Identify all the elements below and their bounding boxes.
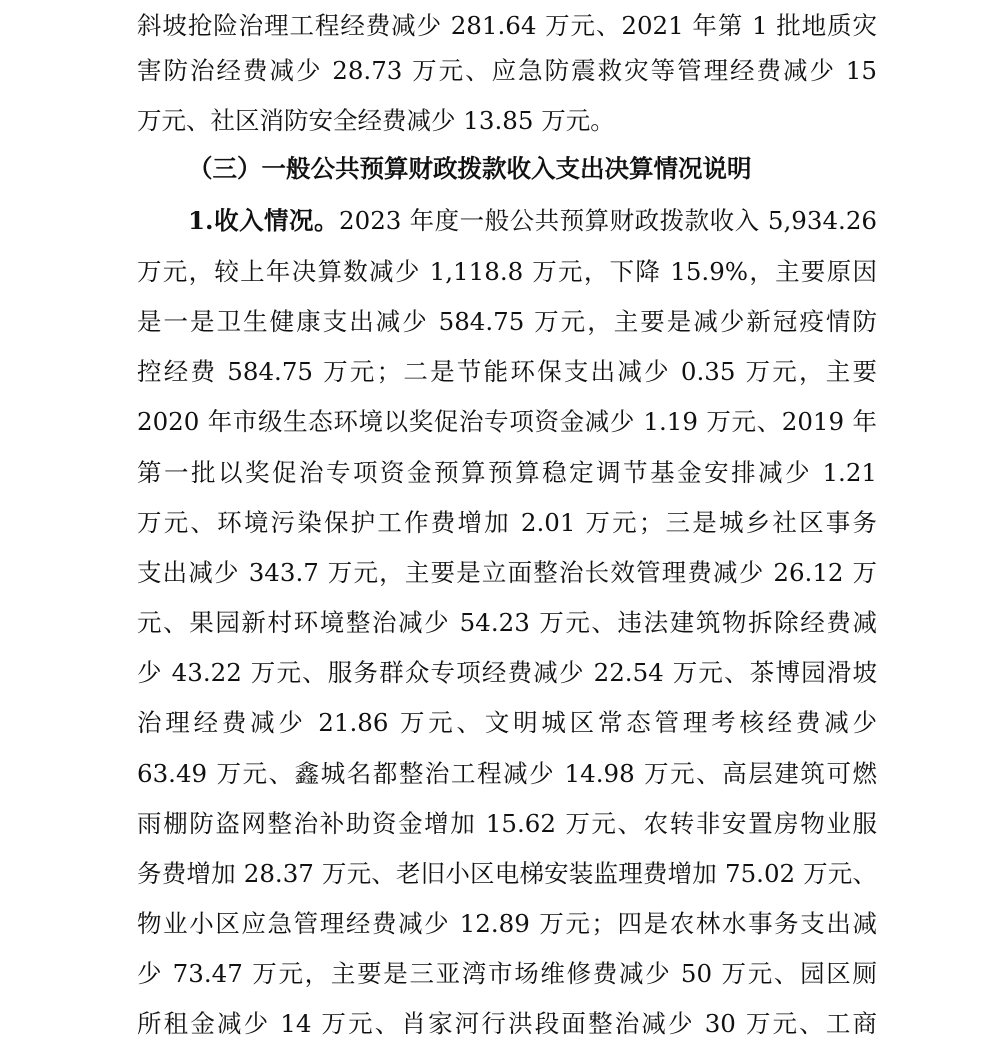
text-line: 万元、环境污染保护工作费增加 2.01 万元；三是城乡社区事务 [137,508,877,537]
text-line: 63.49 万元、鑫城名都整治工程减少 14.98 万元、高层建筑可燃 [137,759,877,788]
text-line: 支出减少 343.7 万元，主要是立面整治长效管理费减少 26.12 万 [137,558,877,587]
text-line [188,195,877,247]
text-line: 雨棚防盗网整治补助资金增加 15.62 万元、农转非安置房物业服 [137,809,877,838]
text-line: 所租金减少 14 万元、肖家河行洪段面整治减少 30 万元、工商 [137,1009,877,1038]
text-line: 第一批以奖促治专项资金预算预算稳定调节基金安排减少 1.21 [137,458,877,487]
text-line: 物业小区应急管理经费减少 12.89 万元；四是农林水事务支出减 [137,909,877,938]
text-line: 治理经费减少 21.86 万元、文明城区常态管理考核经费减少 [137,708,877,737]
text-line: 是一是卫生健康支出减少 584.75 万元，主要是减少新冠疫情防 [137,307,877,336]
text-line: 斜坡抢险治理工程经费减少 281.64 万元、2021 年第 1 批地质灾 [137,11,877,40]
text-line-rest: 2023 年度一般公共预算财政拨款收入 5,934.26 [339,206,877,235]
text-line: 万元、社区消防安全经费减少 13.85 万元。 [137,106,615,135]
text-line: 2020 年市级生态环境以奖促治专项资金减少 1.19 万元、2019 年 [137,407,877,436]
text-line: 控经费 584.75 万元；二是节能环保支出减少 0.35 万元，主要 [137,357,877,386]
text-line: 元、果园新村环境整治减少 54.23 万元、违法建筑物拆除经费减 [137,608,877,637]
section-heading: （三）一般公共预算财政拨款收入支出决算情况说明 [188,154,752,183]
text-line: 务费增加 28.37 万元、老旧小区电梯安装监理费增加 75.02 万元、 [137,859,877,888]
text-line: 少 73.47 万元，主要是三亚湾市场维修费减少 50 万元、园区厕 [137,959,877,988]
text-line: 万元，较上年决算数减少 1,118.8 万元，下降 15.9%，主要原因 [137,257,877,286]
text-line: 少 43.22 万元、服务群众专项经费减少 22.54 万元、茶博园滑坡 [137,658,877,687]
paragraph-lead: 1.收入情况。 [188,206,340,235]
text-line: 害防治经费减少 28.73 万元、应急防震救灾等管理经费减少 15 [137,56,877,85]
